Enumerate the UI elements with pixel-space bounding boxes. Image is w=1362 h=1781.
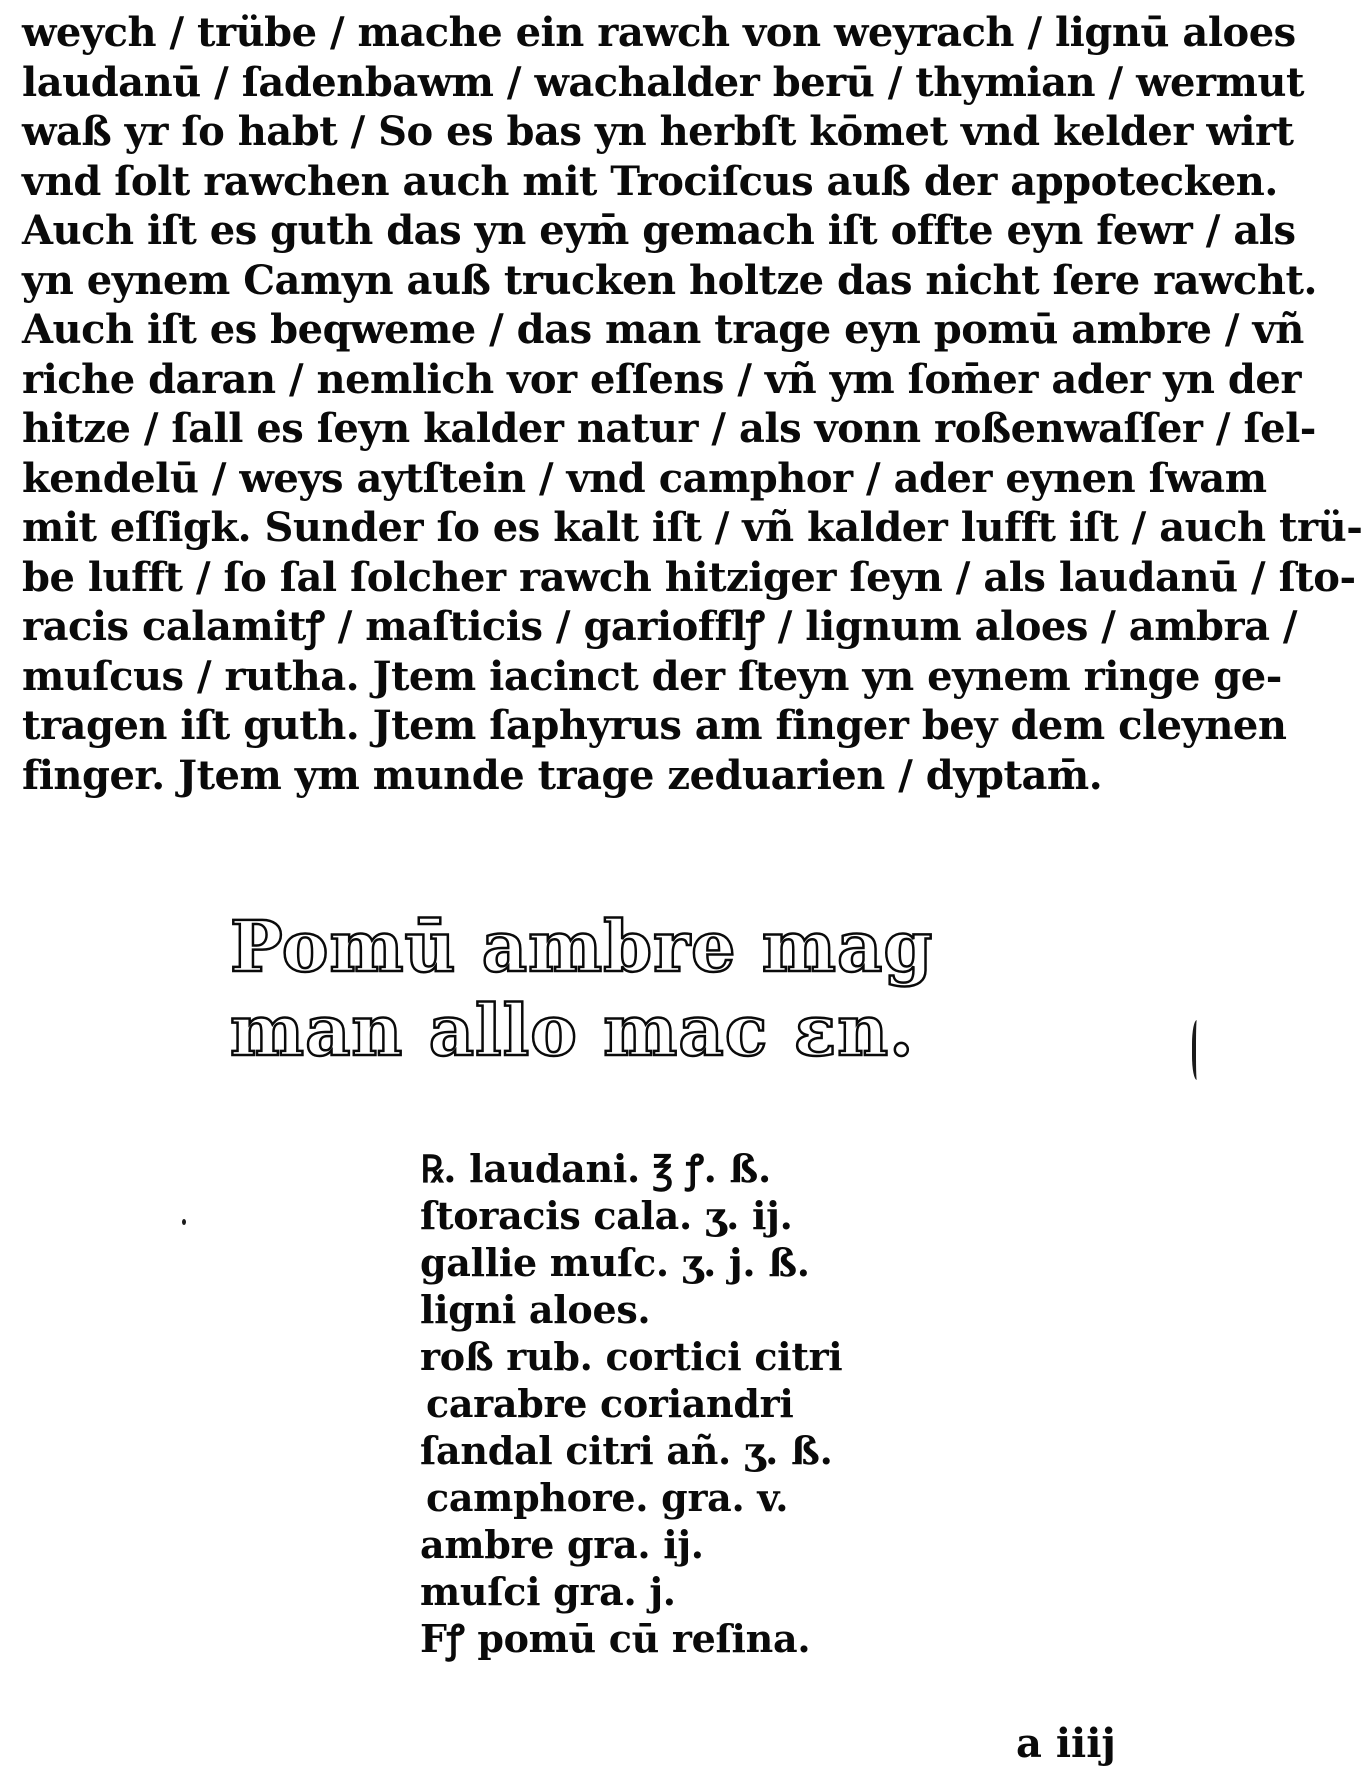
text-line: finger. Jtem ym munde trage zeduarien / dyptam̄. bbox=[22, 751, 1103, 799]
recipe-item: camphore. gra. v. bbox=[426, 1475, 789, 1520]
text-line: mit eſſigk. Sunder ſo es kalt iſt / vñ kalder lufft iſt / auch trü- bbox=[22, 504, 1362, 551]
section-heading bbox=[230, 905, 1030, 1073]
ink-speck bbox=[182, 1219, 186, 1225]
text-line: be lufft / ſo ſal ſolcher rawch hitziger ſeyn / als laudanū / ſto- bbox=[22, 553, 1356, 601]
text-line: tragen iſt guth. Jtem ſaphyrus am finger bey dem cleynen bbox=[22, 702, 1287, 749]
text-line: kendelū / weys aytſtein / vnd camphor / ader eynen ſwam bbox=[22, 454, 1267, 502]
recipe-item: gallie muſc. ʒ. j. ß. bbox=[420, 1240, 810, 1285]
recipe-item: roß rub. cortici citri bbox=[420, 1334, 843, 1379]
text-line: riche daran / nemlich vor eſſens / vñ ym ſom̄er ader yn der bbox=[22, 355, 1301, 403]
text-line: muſcus / rutha. Jtem iacinct der ſteyn yn eynem ringe ge- bbox=[22, 652, 1282, 700]
recipe-list bbox=[420, 1145, 920, 1662]
text-line: Auch iſt es beqweme / das man trage eyn pomū ambre / vñ bbox=[22, 306, 1304, 353]
text-line: weych / trübe / mache ein rawch von weyrach / lignū aloes bbox=[22, 9, 1296, 56]
recipe-item: ſandal citri añ. ʒ. ß. bbox=[420, 1428, 833, 1473]
page-edge-mark bbox=[1192, 1020, 1204, 1080]
recipe-item: ambre gra. ij. bbox=[420, 1522, 704, 1567]
recipe-item: Fꝭ pomū cū reſina. bbox=[420, 1616, 811, 1661]
text-line: vnd ſolt rawchen auch mit Trociſcus auß der appotecken. bbox=[22, 157, 1278, 205]
text-line: hitze / ſall es ſeyn kalder natur / als vonn roßenwaſſer / ſel- bbox=[22, 405, 1316, 452]
heading-line-2: man allo mac ɛn. bbox=[230, 989, 915, 1072]
recipe-item: muſci gra. j. bbox=[420, 1569, 676, 1614]
text-line: Auch iſt es guth das yn eym̄ gemach iſt offte eyn fewr / als bbox=[22, 207, 1296, 254]
recipe-item: ligni aloes. bbox=[420, 1287, 651, 1332]
recipe-item: ſtoracis cala. ʒ. ij. bbox=[420, 1193, 793, 1238]
heading-line-1: Pomū ambre mag bbox=[230, 905, 934, 988]
body-paragraph bbox=[22, 8, 1362, 800]
text-line: yn eynem Camyn auß trucken holtze das nicht ſere rawcht. bbox=[22, 256, 1317, 304]
recipe-item: ℞. laudani. ℥ ꝭ. ß. bbox=[420, 1146, 771, 1191]
text-line: waß yr ſo habt / So es bas yn herbſt kōmet vnd kelder wirt bbox=[22, 108, 1294, 155]
signature-mark: a iiij bbox=[1016, 1720, 1116, 1767]
text-line: racis calamitꝭ / maſticis / gariofflꝭ / lignum aloes / ambra / bbox=[22, 603, 1298, 650]
text-line: laudanū / ſadenbawm / wachalder berū / thymian / wermut bbox=[22, 58, 1304, 106]
recipe-item: carabre coriandri bbox=[426, 1381, 794, 1426]
